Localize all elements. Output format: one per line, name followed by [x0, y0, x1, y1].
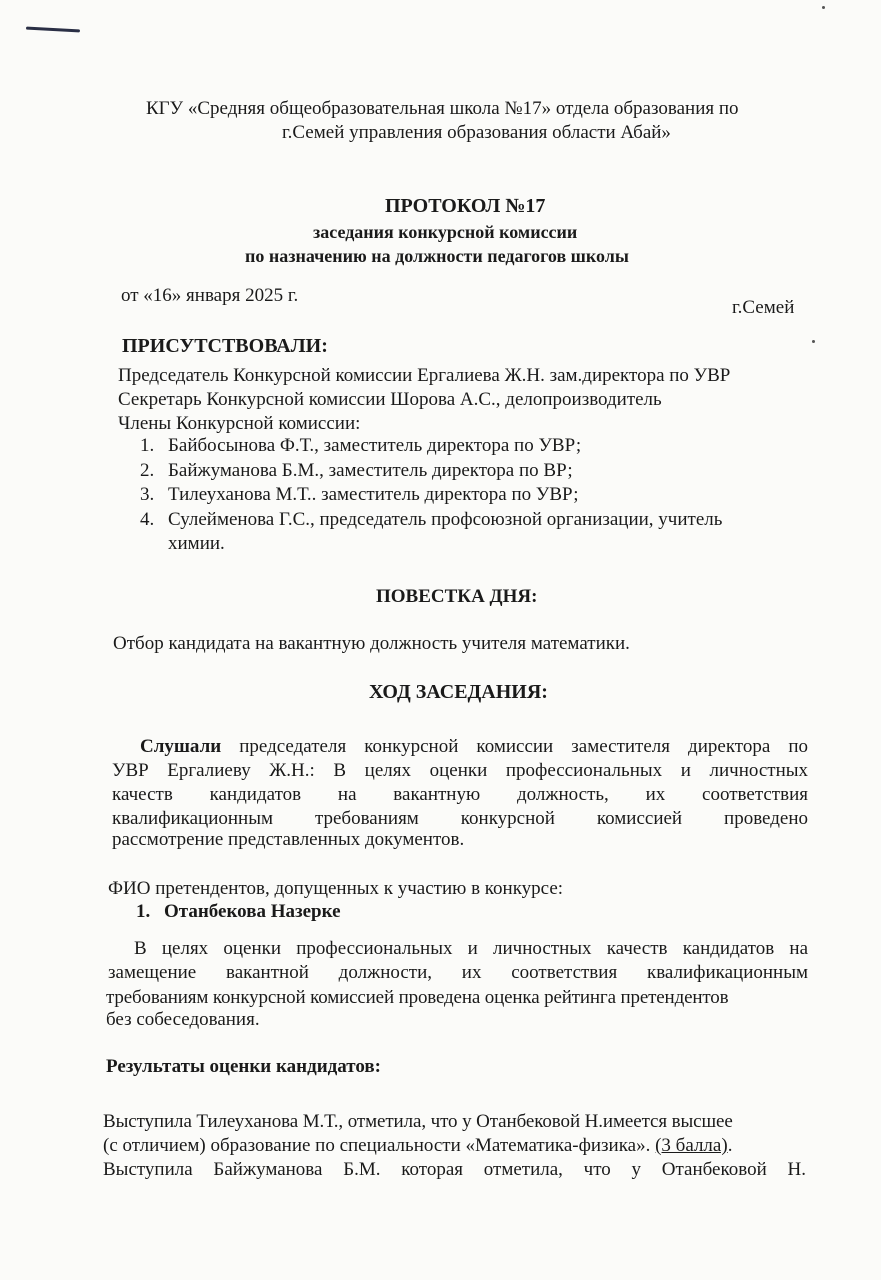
proceedings-p2-line1 [108, 937, 808, 961]
results-line2 [103, 1134, 732, 1158]
results-line1: Выступила Тилеуханова М.Т., отметила, что у Отанбековой Н.имеется высшее [103, 1111, 733, 1132]
score-text: (3 балла) [655, 1135, 728, 1156]
pen-mark [26, 27, 80, 33]
protocol-city: г.Семей [732, 297, 795, 318]
secretary-line: Секретарь Конкурсной комиссии Шорова А.С., делопроизводитель [118, 389, 662, 410]
list-number: 4. [140, 508, 155, 530]
paragraph-text: В целях оценки профессиональных и личностных качеств кандидатов на [134, 938, 808, 959]
member-text: Тилеуханова М.Т.. заместитель директора по УВР; [168, 484, 579, 505]
org-header-line2: г.Семей управления образования области Абай» [282, 122, 671, 143]
agenda-heading: ПОВЕСТКА ДНЯ: [376, 586, 538, 607]
proceedings-heading: ХОД ЗАСЕДАНИЯ: [369, 681, 548, 703]
member-text: Байжуманова Б.М., заместитель директора по ВР; [168, 459, 573, 481]
protocol-date: от «16» января 2025 г. [121, 285, 299, 306]
proceedings-p1-line3: качеств кандидатов на вакантную должность, их соответствия [112, 784, 808, 805]
list-item [140, 434, 722, 459]
proceedings-p2-line4: без собеседования. [106, 1009, 260, 1030]
member-text: Байбосынова Ф.Т., заместитель директора по УВР; [168, 435, 582, 456]
member-text: Сулейменова Г.С., председатель профсоюзной организации, учитель [168, 508, 723, 530]
speck [812, 340, 815, 343]
protocol-title: ПРОТОКОЛ №17 [385, 195, 546, 217]
speck [822, 6, 825, 9]
applicants-label: ФИО претендентов, допущенных к участию в конкурсе: [108, 878, 564, 899]
paragraph-text: председателя конкурсной комиссии заместителя директора по [221, 736, 808, 757]
proceedings-p2-line3: требованиям конкурсной комиссией проведена оценка рейтинга претендентов [106, 987, 729, 1008]
proceedings-p1-line5: рассмотрение представленных документов. [112, 829, 465, 850]
proceedings-p1-line1 [112, 735, 808, 759]
paragraph-text: (с отличием) образование по специальности «Математика-физика». [103, 1135, 656, 1156]
list-number: 1. [136, 901, 151, 922]
org-header-line1: КГУ «Средняя общеобразовательная школа №17» отдела образования по [146, 98, 739, 119]
list-item [140, 459, 722, 484]
results-line3: Выступила Байжуманова Б.М. которая отметила, что у Отанбековой Н. [103, 1159, 806, 1180]
agenda-text: Отбор кандидата на вакантную должность учителя математики. [113, 633, 630, 654]
proceedings-p1-line2: УВР Ергалиеву Ж.Н.: В целях оценки профессиональных и личностных [112, 760, 808, 781]
proceedings-p2-line2: замещение вакантной должности, их соответствия квалификационным [108, 962, 808, 983]
bold-label: Слушали [140, 736, 222, 757]
list-number: 2. [140, 459, 155, 481]
list-number: 3. [140, 484, 155, 505]
list-item [140, 483, 722, 508]
protocol-subtitle1: заседания конкурсной комиссии [313, 222, 578, 242]
members-list [140, 434, 722, 557]
proceedings-p1-line4: квалификационным требованиям конкурсной комиссией проведено [112, 808, 808, 829]
list-item [140, 508, 722, 533]
present-heading: ПРИСУТСТВОВАЛИ: [122, 335, 328, 357]
members-label: Члены Конкурсной комиссии: [118, 413, 361, 434]
results-heading: Результаты оценки кандидатов: [106, 1056, 381, 1077]
list-item-continuation: химии. [168, 533, 225, 554]
list-number: 1. [140, 435, 155, 456]
protocol-subtitle2: по назначению на должности педагогов школы [245, 246, 629, 266]
chair-line: Председатель Конкурсной комиссии Ергалиева Ж.Н. зам.директора по УВР [118, 365, 731, 386]
applicant-name: Отанбекова Назерке [164, 901, 341, 922]
applicant-item [136, 900, 341, 924]
paragraph-text: . [727, 1135, 733, 1156]
